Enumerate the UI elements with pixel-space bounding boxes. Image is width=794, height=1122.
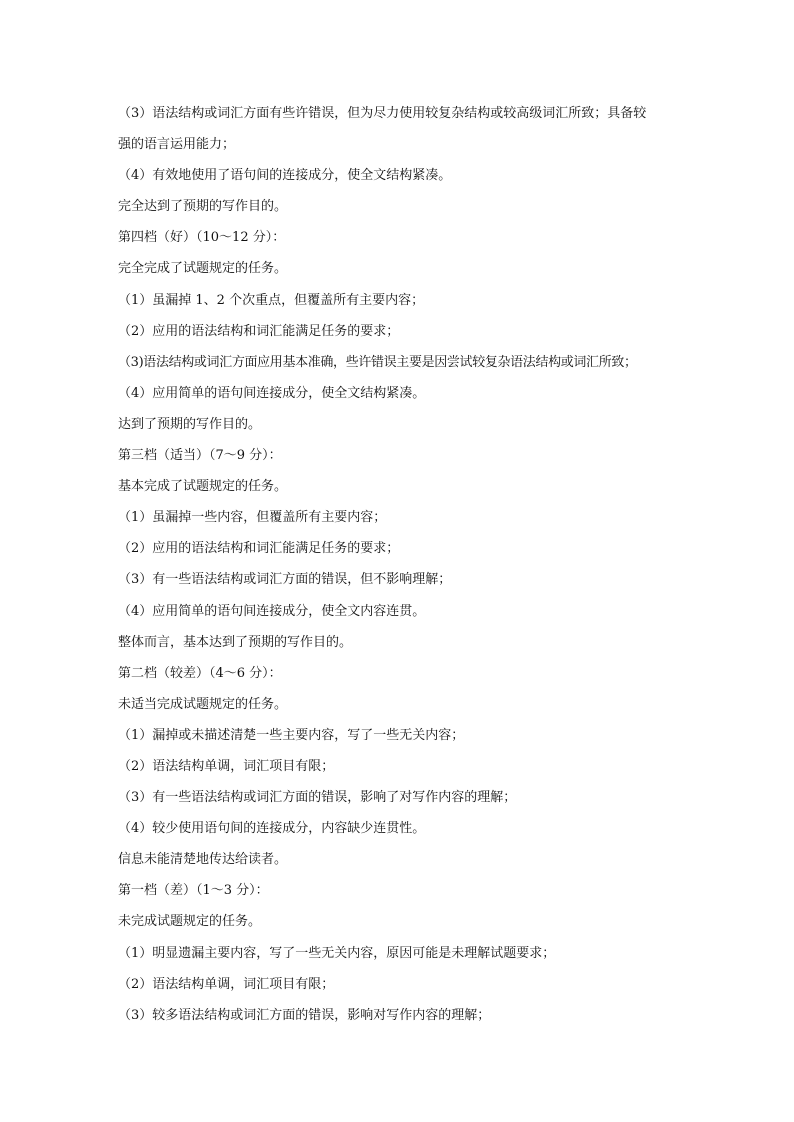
- criteria-item: （3）有一些语法结构或词汇方面的错误，影响了对写作内容的理解；: [118, 790, 517, 806]
- criteria-item: （1）明显遗漏主要内容，写了一些无关内容，原因可能是未理解试题要求；: [118, 945, 556, 961]
- criteria-item: （2）应用的语法结构和词汇能满足任务的要求；: [118, 323, 400, 339]
- text-line: 强的语言运用能力；: [118, 137, 236, 153]
- grade-description: 未完成试题规定的任务。: [118, 914, 262, 930]
- summary-line: 完全达到了预期的写作目的。: [118, 199, 288, 215]
- grade-description: 未适当完成试题规定的任务。: [118, 696, 288, 712]
- summary-line: 整体而言，基本达到了预期的写作目的。: [118, 634, 353, 650]
- text-line: （3）语法结构或词汇方面有些许错误，但为尽力使用较复杂结构或较高级词汇所致；具备较: [118, 106, 647, 121]
- criteria-item: （2）语法结构单调，词汇项目有限；: [118, 758, 335, 774]
- criteria-item: （4）应用简单的语句间连接成分，使全文结构紧凑。: [118, 385, 426, 401]
- criteria-item: （3）较多语法结构或词汇方面的错误，影响对写作内容的理解；: [118, 1007, 491, 1023]
- criteria-item: （2）语法结构单调，词汇项目有限；: [118, 976, 335, 992]
- criteria-item: （3)语法结构或词汇方面应用基本准确，些许错误主要是因尝试较复杂语法结构或词汇所致；: [118, 354, 637, 370]
- criteria-item: （4）较少使用语句间的连接成分，内容缺少连贯性。: [118, 821, 426, 837]
- grade-heading: 第三档（适当）（7～9 分）：: [118, 448, 282, 464]
- criteria-item: （1）虽漏掉一些内容，但覆盖所有主要内容；: [118, 510, 387, 526]
- grade-heading: 第一档（差）（1～3 分）：: [118, 883, 269, 899]
- grade-heading: 第二档（较差）（4～6 分）：: [118, 665, 282, 681]
- criteria-item: （1）虽漏掉 1、2 个次重点，但覆盖所有主要内容；: [118, 292, 425, 308]
- grading-criteria-text: [118, 98, 698, 1031]
- criteria-item: （4）应用简单的语句间连接成分，使全文内容连贯。: [118, 603, 426, 619]
- summary-line: 达到了预期的写作目的。: [118, 416, 262, 432]
- criteria-item: （2）应用的语法结构和词汇能满足任务的要求；: [118, 541, 400, 557]
- grade-description: 基本完成了试题规定的任务。: [118, 479, 288, 495]
- criteria-item: （1）漏掉或未描述清楚一些主要内容，写了一些无关内容；: [118, 727, 465, 743]
- criteria-item: （3）有一些语法结构或词汇方面的错误，但不影响理解；: [118, 572, 452, 588]
- grade-heading: 第四档（好）（10～12 分）：: [118, 230, 286, 246]
- text-line: （4）有效地使用了语句间的连接成分，使全文结构紧凑。: [118, 168, 452, 184]
- summary-line: 信息未能清楚地传达给读者。: [118, 852, 288, 868]
- grade-description: 完全完成了试题规定的任务。: [118, 261, 288, 277]
